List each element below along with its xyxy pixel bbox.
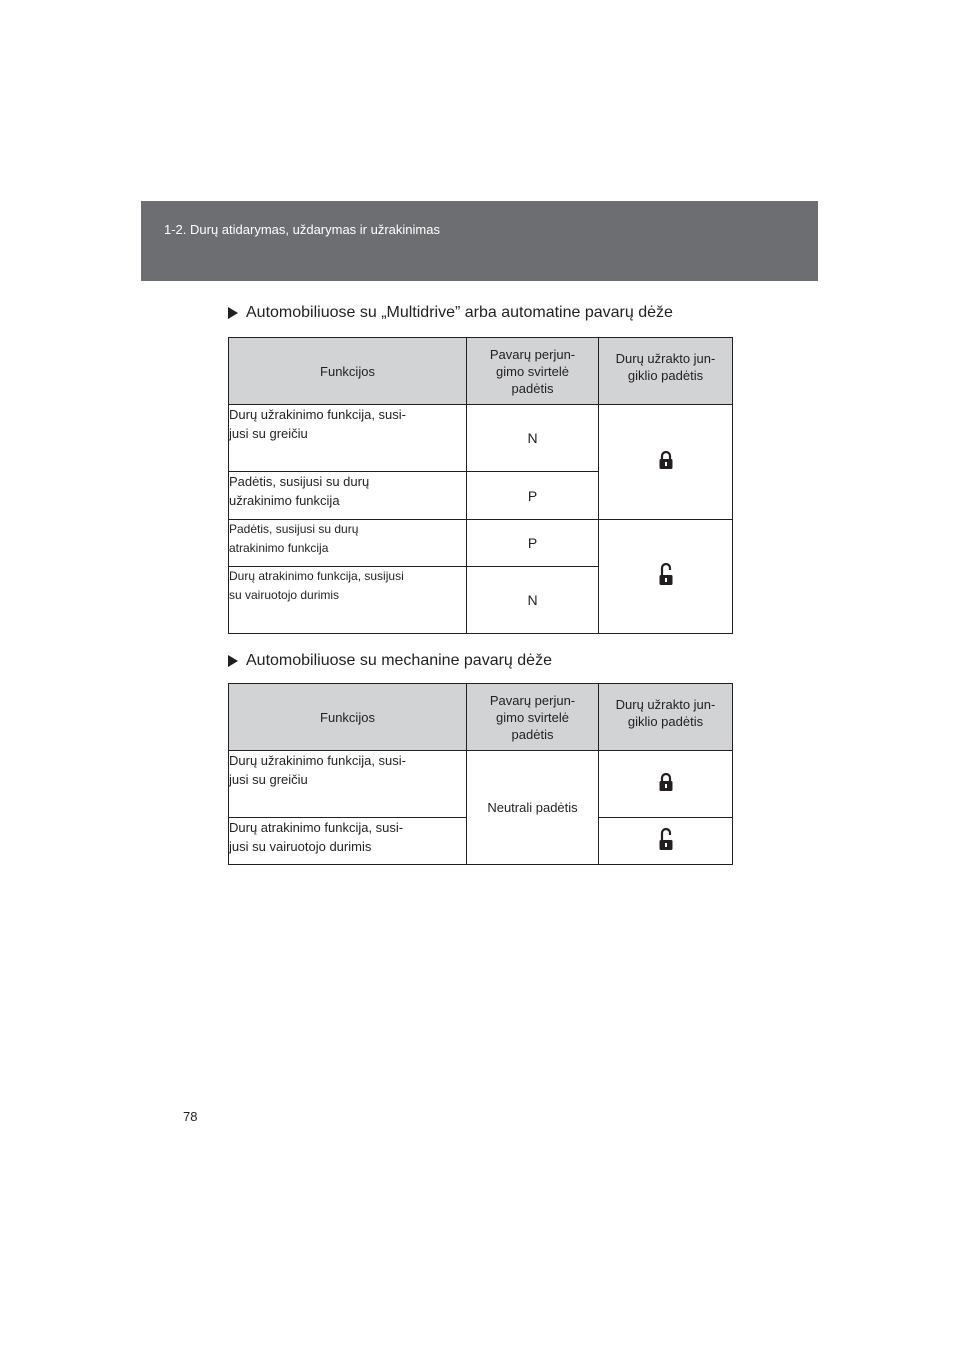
position-cell: Neutrali padėtis [467, 751, 599, 865]
column-header-switch-position: Durų užrakto jun- giklio padėtis [599, 684, 733, 751]
table-header-row [229, 684, 733, 751]
lock-state-cell [599, 818, 733, 865]
heading-automatic-text: Automobiliuose su „Multidrive” arba automatine pavarų dėže [246, 304, 673, 321]
position-cell: P [467, 472, 599, 520]
function-cell: Padėtis, susijusi su durų atrakinimo funkcija [229, 520, 467, 567]
function-cell: Durų užrakinimo funkcija, susi- jusi su greičiu [229, 751, 467, 818]
position-cell: N [467, 405, 599, 472]
lock-state-cell [599, 520, 733, 634]
page-number: 78 [183, 1109, 198, 1124]
table-manual [228, 683, 733, 865]
column-header-switch-position: Durų užrakto jun- giklio padėtis [599, 338, 733, 405]
unlock-icon [658, 562, 674, 586]
heading-manual-text: Automobiliuose su mechanine pavarų dėže [246, 652, 552, 669]
heading-automatic [228, 304, 673, 322]
triangle-bullet-icon [228, 655, 238, 667]
section-title: 1-2. Durų atidarymas, uždarymas ir užrakinimas [164, 222, 440, 237]
lock-icon [658, 450, 674, 470]
lock-icon [658, 772, 674, 792]
position-cell: N [467, 567, 599, 634]
lock-state-cell [599, 751, 733, 818]
unlock-icon [658, 827, 674, 851]
triangle-bullet-icon [228, 307, 238, 319]
column-header-functions: Funkcijos [229, 338, 467, 405]
table-row [229, 520, 733, 567]
function-cell: Durų atrakinimo funkcija, susijusi su vairuotojo durimis [229, 567, 467, 634]
position-cell: P [467, 520, 599, 567]
function-cell: Durų atrakinimo funkcija, susi- jusi su vairuotojo durimis [229, 818, 467, 865]
table-row [229, 751, 733, 818]
column-header-functions: Funkcijos [229, 684, 467, 751]
column-header-lever-position: Pavarų perjun- gimo svirtelė padėtis [467, 338, 599, 405]
table-automatic [228, 337, 733, 634]
lock-state-cell [599, 405, 733, 520]
function-cell: Padėtis, susijusi su durų užrakinimo funkcija [229, 472, 467, 520]
table-header-row [229, 338, 733, 405]
table-row [229, 405, 733, 472]
function-cell: Durų užrakinimo funkcija, susi- jusi su greičiu [229, 405, 467, 472]
heading-manual [228, 652, 552, 670]
column-header-lever-position: Pavarų perjun- gimo svirtelė padėtis [467, 684, 599, 751]
section-header-band [141, 201, 818, 281]
